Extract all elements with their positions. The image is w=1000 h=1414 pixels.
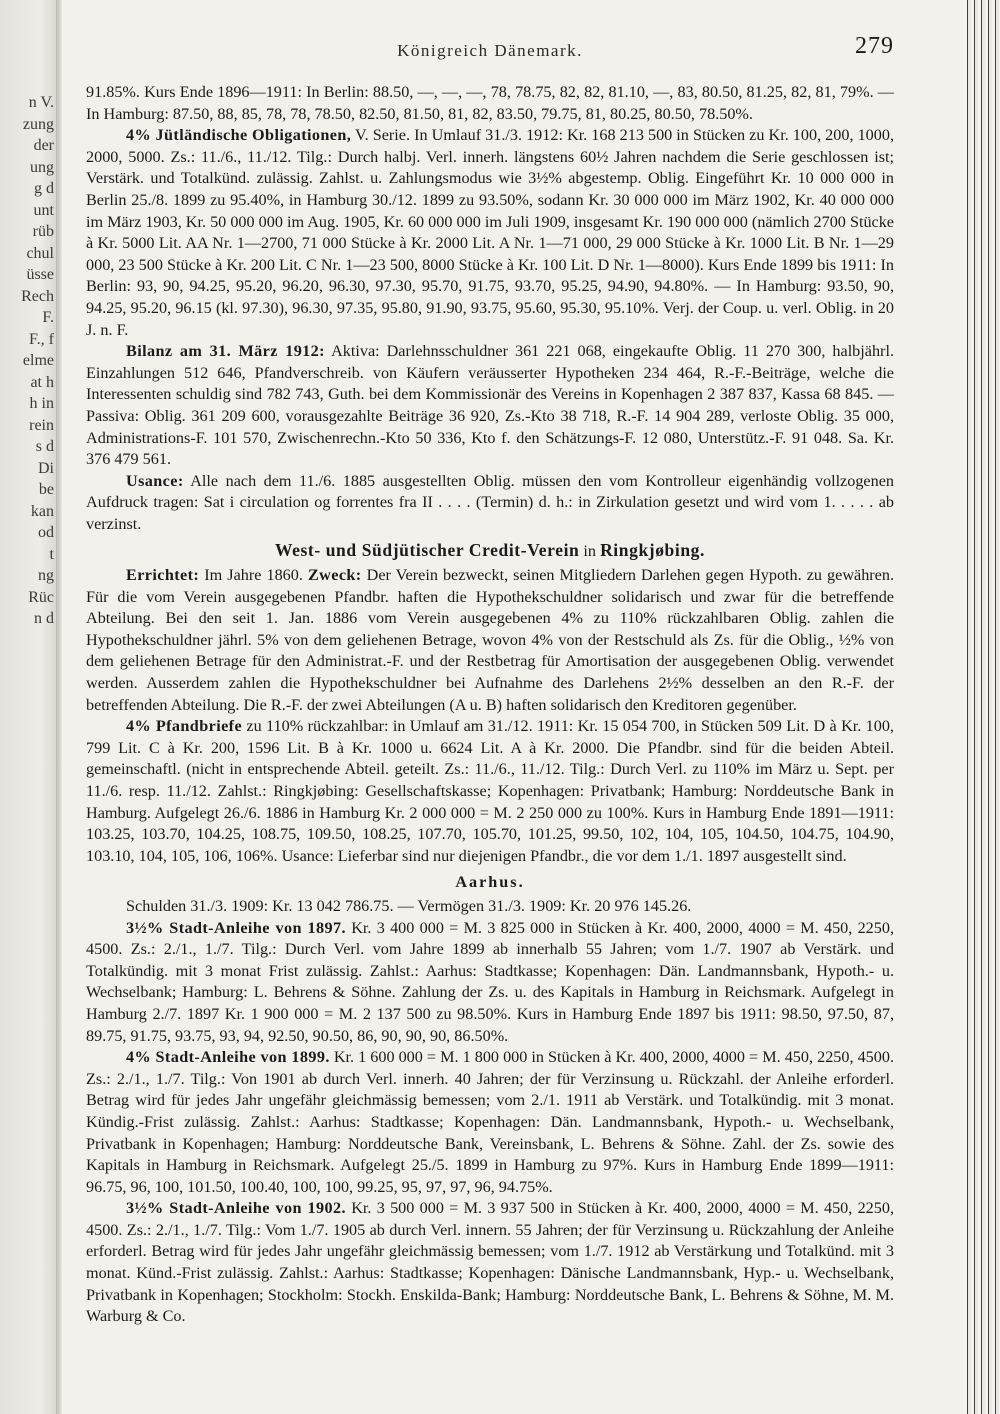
errichtet-heading: Errichtet: <box>126 566 200 585</box>
adjacent-page-fragment: n d <box>34 610 54 627</box>
adjacent-page-fragment: Di <box>38 459 54 477</box>
bilanz-heading: Bilanz am 31. März 1912: <box>126 342 325 361</box>
adjacent-page-fragment: rein <box>29 416 54 434</box>
credit-verein-in: in <box>579 542 601 561</box>
anleihe-1902-text: Kr. 3 500 000 = M. 3 937 500 in Stücken à Kr. 400, 2000, 4000 = M. 450, 2250, 4500. Zs.: 2./1., 1./7. Tilg.: Vom 1./7. 1905 ab durch Verl. innern. 55 Jahren; der für Verzinsung u. Rückzahlung der Anleihe erforderl. Betrag wird für jedes Jahr ungefähr gleichmässig bemessen; vom 1./7. 1912 ab Verstärkung und Totalkünd. mit 3 monat. Künd.-Frist zulässig. Zahlst.: Aarhus: Stadtkasse; Kopenhagen: Dänische Landmannsbank, Hyp.- u. Wechselbank, Privatbank in Kopenhagen; Stockholm: Stockh. Enskilda-Bank; Hamburg: Norddeutsche Bank, L. Behrens & Söhne, M. M. Warburg & Co. <box>86 1199 894 1326</box>
aarhus-title: Aarhus. <box>455 873 525 892</box>
paragraph-usance <box>86 471 894 536</box>
adjacent-page-fragment: F., f <box>29 330 54 348</box>
anleihe-1902-heading: 3½% Stadt-Anleihe von 1902. <box>126 1199 346 1218</box>
page-header <box>86 33 894 76</box>
adjacent-page-fragment: Rüc <box>28 588 54 606</box>
running-title: Königreich Dänemark. <box>397 41 583 60</box>
adjacent-page-fragment: Rech <box>21 287 54 305</box>
paragraph-schulden: Schulden 31./3. 1909: Kr. 13 042 786.75. — Vermögen 31./3. 1909: Kr. 20 976 145.26. <box>126 896 692 915</box>
adjacent-page-fragment: n V. <box>28 94 54 111</box>
bilanz-text: Aktiva: Darlehnsschuldner 361 221 068, eingekaufte Oblig. 11 270 300, halbjährl. Einzahlungen 512 646, Pfandverschreib. von Käufern veräusserter Hypotheken 234 464, R.-F.-Beiträge, welche die Interessenten schuldig sind 782 743, Guth. bei dem Kommissionär des Vereins in Kopenhagen 2 387 837, Kassa 68 845. — Passiva: Oblig. 361 209 600, vorausgezahlte Beiträge 36 920, Zs.-Kto 38 718, R.-F. 14 904 289, verloste Oblig. 35 000, Administrations-F. 101 570, Zwischenrechn.-Kto 50 336, Kto f. den Schätzungs-F. 12 080, Unterstütz.-F. 91 048. Sa. Kr. 376 479 561. <box>86 342 894 469</box>
adjacent-page-fragment: kan <box>30 502 54 520</box>
paragraph-pfandbriefe <box>86 716 894 867</box>
adjacent-page-fragment: t <box>49 545 54 563</box>
zweck-text: Der Verein bezweckt, seinen Mitgliedern Darlehen gegen Hypoth. zu gewähren. Für die vom Verein ausgegebenen Pfandbr. haften die Hypothekschuldner solidarisch und zwar für die betreffende Abteilung. Bei den seit 1. Jan. 1886 vom Verein ausgegebenen 4% zu 110% rückzahlbaren Oblig. zahlen die Hypothekschuldner jährl. 5% von dem geliehenen Betrage, wovon 4% von der Restschuld als Zs. für die Oblig., ½% von dem geliehenen Betrage für den Administrat.-F. und der Restbetrag für Amortisation der ausgegebenen Oblig. verwendet werden. Ausserdem zahlen die Hypothekschuldner bei Aufnahme des Darlehens 2½% desselben an den R.-F. der betreffenden Abteilung. Die R.-F. der zwei Abteilungen (A u. B) haften solidarisch den Kreditoren gegenüber. <box>86 566 895 714</box>
paragraph-kurs-intro: 91.85%. Kurs Ende 1896—1911: In Berlin: 88.50, —, —, —, 78, 78.75, 82, 82, 81.10, —, 83, 80.50, 81.25, 82, 81, 79%. — In Hamburg: 87.50, 88, 85, 78, 78, 78.50, 82.50, 81.50, 81, 82, 83.50, 79.75, 81, 80.25, 80.50, 78.50%. <box>86 83 894 123</box>
anleihe-1899-heading: 4% Stadt-Anleihe von 1899. <box>126 1048 330 1067</box>
page-body <box>86 33 895 1328</box>
juetlaendische-heading: 4% Jütländische Obligationen, <box>126 126 352 145</box>
section-heading-aarhus <box>86 872 894 894</box>
juetlaendische-text: V. Serie. In Umlauf 31./3. 1912: Kr. 168 213 500 in Stücken zu Kr. 100, 200, 1000, 2000, 5000. Zs.: 11./6., 11./12. Tilg.: Durch halbj. Verl. innerh. längstens 60½ Jahren nachdem die Serie geschlossen ist; Verstärk. und Totalkünd. zulässig. Zahlst. u. Zahlungsmodus wie 3½% abgestemp. Oblig. Eingeführt Kr. 10 000 000 in Berlin 25./8. 1899 zu 95.40%, in Hamburg 30./12. 1899 zu 93.50%, sodann Kr. 30 000 000 im März 1902, Kr. 40 000 000 im März 1903, Kr. 50 000 000 im Aug. 1905, Kr. 60 000 000 im Juli 1909, insgesamt Kr. 190 000 000 (nämlich 2700 Stücke à Kr. 5000 Lit. AA Nr. 1—2700, 71 000 Stücke à Kr. 2000 Lit. A Nr. 1—71 000, 29 000 Stücke à Kr. 1000 Lit. B Nr. 1—29 000, 23 500 Stücke à Kr. 200 Lit. C Nr. 1—23 500, 8000 Stücke à Kr. 100 Lit. D Nr. 1—8000). Kurs Ende 1899 bis 1911: In Berlin: 93, 90, 94.25, 95.20, 96.20, 96.30, 97.30, 95.70, 91.75, 93.70, 95.25, 94.90, 94.80%. — In Hamburg: 93.50, 90, 94.25, 95.20, 96.15 (kl. 97.30), 96.30, 97.35, 95.80, 91.90, 93.75, 95.60, 95.30, 95.10%. Verj. der Coup. u. verl. Oblig. in 20 J. n. F. <box>86 126 894 339</box>
adjacent-page-fragment: elme <box>22 352 54 369</box>
paragraph-bilanz <box>86 341 894 471</box>
page-number: 279 <box>855 33 894 59</box>
page-gutter <box>56 0 62 1414</box>
anleihe-1897-text: Kr. 3 400 000 = M. 3 825 000 in Stücken à Kr. 400, 2000, 4000 = M. 450, 2250, 4500. Zs.: 2./1., 1./7. Tilg.: Durch Verl. vom Jahre 1899 ab innerhalb 55 Jahren; vom 1./7. 1907 ab Verstärk. und Totalkündig. mit 3 monat Frist zulässig. Zahlst.: Aarhus: Stadtkasse; Kopenhagen: Dän. Landmannsbank, Hypoth.- u. Wechselbank; Hamburg: L. Behrens & Söhne. Zahlung der Zs. u. des Kapitals in Hamburg in Reichsmark. Aufgelegt in Hamburg 2./7. 1897 Kr. 1 900 000 = M. 2 137 500 zu 98.50%. Kurs in Hamburg Ende 1897 bis 1911: 98.50, 97.50, 87, 89.75, 91.75, 93.75, 93, 94, 92.50, 90.50, 86, 90, 90, 90, 86.50%. <box>86 918 894 1045</box>
usance-text: Alle nach dem 11./6. 1885 ausgestellten Oblig. müssen den vom Kontrolleur eigenhändig vollzogenen Aufdruck tragen: Sat i circulation og forrentes fra II . . . . (Termin) d. h.: in Zirkulation gesetzt und wird vom 1. . . . . ab verzinst. <box>86 471 894 533</box>
adjacent-page-fragment: ung <box>30 158 54 176</box>
zweck-heading: Zweck: <box>307 566 362 585</box>
paragraph-juetlaendische-obligationen <box>86 125 894 341</box>
pfandbriefe-text: zu 110% rückzahlbar: in Umlauf am 31./12. 1911: Kr. 15 054 700, in Stücken 509 Lit. D à Kr. 100, 799 Lit. C à Kr. 200, 1596 Lit. B à Kr. 1000 u. 6624 Lit. A à Kr. 2000. Die Pfandbr. sind für die beiden Abteil. gemeinschaftl. (nicht in entsprechende Abteil. geteilt. Zs.: 11./6., 11./12. Tilg.: Durch Verl. zu 110% im März u. Sept. per 11./6. resp. 11./12. Zahlst.: Ringkjøbing: Gesellschaftskasse; Kopenhagen: Privatbank; Hamburg: Norddeutsche Bank in Hamburg. Aufgelegt 26./6. 1886 in Hamburg Kr. 2 000 000 = M. 2 250 000 zu 100%. Kurs in Hamburg Ende 1891—1911: 103.25, 103.70, 104.25, 108.75, 109.50, 108.25, 107.70, 105.70, 101.25, 99.50, 102, 104, 105, 104.50, 104.75, 104.90, 103.10, 104, 105, 106, 106%. Usance: Lieferbar sind nur diejenigen Pfandbr., die vor dem 1./1. 1897 ausgestellt sind. <box>86 717 894 865</box>
adjacent-page-fragment: üsse <box>26 266 54 283</box>
adjacent-page-fragment: chul <box>26 244 54 262</box>
adjacent-page-fragment: der <box>33 137 54 154</box>
adjacent-page-strip <box>0 0 58 1414</box>
paragraph-anleihe-1899 <box>86 1047 894 1198</box>
errichtet-text: Im Jahre 1860. <box>199 566 308 585</box>
paragraph-errichtet-zweck <box>86 565 894 716</box>
adjacent-page-fragment: h in <box>29 395 54 412</box>
anleihe-1897-heading: 3½% Stadt-Anleihe von 1897. <box>126 918 346 937</box>
credit-verein-place: Ringkjøbing. <box>600 540 706 561</box>
adjacent-page-fragment: g d <box>34 180 54 197</box>
credit-verein-title: West- und Südjütischer Credit-Verein <box>274 540 580 561</box>
usance-heading: Usance: <box>126 471 184 490</box>
adjacent-page-fragment: be <box>38 481 54 498</box>
paragraph-anleihe-1902 <box>86 1198 894 1328</box>
adjacent-page-fragment: at h <box>30 373 54 391</box>
adjacent-page-fragment: unt <box>33 201 54 219</box>
section-heading-credit-verein <box>86 540 894 563</box>
pfandbriefe-heading: 4% Pfandbriefe <box>126 717 243 736</box>
adjacent-page-fragment: F. <box>42 309 54 326</box>
adjacent-page-fragment: od <box>38 524 54 541</box>
binding-edge <box>964 0 1000 1414</box>
adjacent-page-fragment: ng <box>38 567 54 584</box>
anleihe-1899-text: Kr. 1 600 000 = M. 1 800 000 in Stücken à Kr. 400, 2000, 4000 = M. 450, 2250, 4500. Zs.: 2./1., 1./7. Tilg.: Von 1901 ab durch Verl. innerh. 40 Jahren; der für Verzinsung u. Rückzahl. der Anleihe erforderl. Betrag wird für jedes Jahr ungefähr gleichmässig bemessen; vom 2./1. 1911 ab Verstärk. und Totalkündig. mit 3 monat. Kündig.-Frist zulässig. Zahlst.: Aarhus: Stadtkasse; Kopenhagen: Dän. Landmannsbank, Hypoth.- u. Wechselbank, Privatbank in Kopenhagen; Hamburg: Norddeutsche Bank, Vereinsbank, L. Behrens & Söhne. Zahl. der Zs. sowie des Kapitals in Hamburg in Reichsmark. Aufgelegt 25./5. 1899 in Hamburg zu 97%. Kurs in Hamburg Ende 1899—1911: 96.75, 96, 100, 101.50, 100.40, 100, 100, 99.25, 95, 97, 97, 96, 94.75%. <box>86 1048 894 1196</box>
paragraph-anleihe-1897 <box>86 918 894 1048</box>
adjacent-page-fragment: s d <box>35 438 54 455</box>
adjacent-page-fragment: zung <box>22 115 54 133</box>
adjacent-page-fragment: rüb <box>32 223 54 240</box>
